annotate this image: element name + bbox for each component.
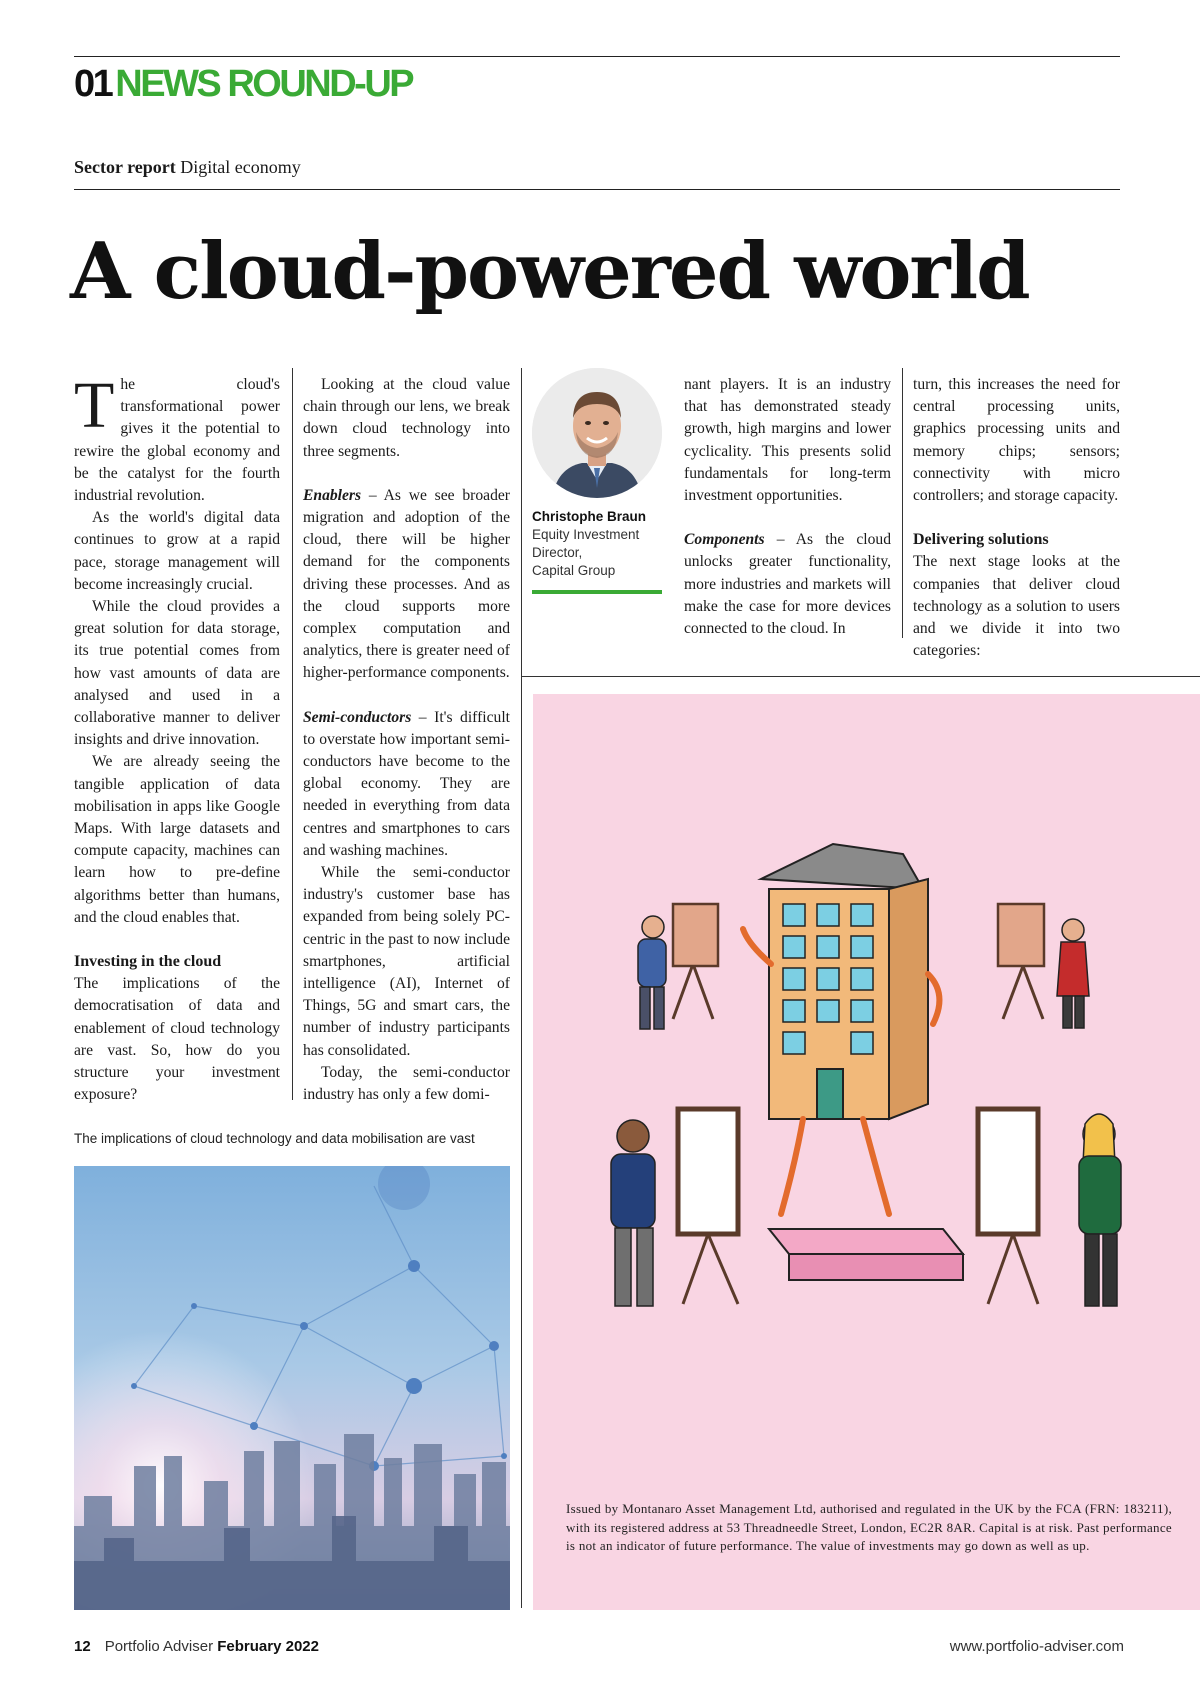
article-column-3 — [684, 374, 891, 640]
author-title: Director, — [532, 545, 583, 560]
column-divider — [902, 368, 903, 638]
issue-date: February 2022 — [217, 1638, 319, 1655]
building-window — [851, 936, 873, 958]
paragraph: As the world's digital data continues to grow at a rapid pace, storage management will become increasingly crucial. — [74, 509, 280, 593]
building-window — [783, 1032, 805, 1054]
paragraph: The implications of the democratisation of data and enablement of cloud technology are vast. So, how do you structure your investment exposure? — [74, 975, 280, 1104]
run-in-label: Enablers — [303, 486, 362, 504]
run-in-label: Semi-conductors — [303, 708, 412, 726]
drop-cap: T — [74, 369, 115, 442]
column-divider — [521, 368, 522, 1608]
paragraph: nant players. It is an industry that has demonstrated steady growth, high margins and lower cyclicality. This presents solid fundamentals for long-term investment opportunities. — [684, 376, 891, 505]
author-name: Christophe Braun — [532, 509, 647, 524]
building-window — [783, 936, 805, 958]
section-name: NEWS ROUND-UP — [115, 63, 413, 105]
paragraph: We are already seeing the tangible application of data mobilisation in apps like Google Maps. With large datasets and compute capacity, machines can learn how to pre-define algorithms better than humans, and the cloud enables that. — [74, 753, 280, 926]
paragraph: Semi-conductors – It's difficult to overstate how important semi-conductors have become to the global economy. They are needed in everything from data centres and smartphones to cars and washing machines. — [303, 708, 510, 859]
paragraph: The next stage looks at the companies that deliver cloud technology as a solution to users and we divide it into two categories: — [913, 553, 1120, 660]
sector-rule — [74, 189, 1120, 190]
advert-disclaimer: Issued by Montanaro Asset Management Ltd, authorised and regulated in the UK by the FCA (FRN: 183211), with its registered address at 53 Threadneedle Street, London, EC2R 8AR. Capital is at risk. Past performance is not an indicator of future performance. The value of investments may go down as well as up. — [566, 1501, 1172, 1553]
city-network-photo — [74, 1166, 510, 1610]
building-window — [851, 968, 873, 990]
building-window — [783, 904, 805, 926]
paragraph: Today, the semi-conductor industry has only a few domi- — [303, 1063, 510, 1104]
paragraph: Components – As the cloud unlocks greater functionality, more industries and markets will make the case for more devices connected to the cloud. In — [684, 531, 891, 638]
top-rule — [74, 56, 1120, 57]
building-window — [851, 904, 873, 926]
advert-panel — [533, 694, 1200, 1610]
run-in-label: Components — [684, 531, 765, 549]
publication-name: Portfolio Adviser — [104, 1638, 214, 1655]
subheading: Investing in the cloud — [74, 953, 222, 971]
headline: A cloud-powered world — [70, 226, 1029, 317]
article-column-1 — [74, 369, 280, 1107]
building-window — [817, 936, 839, 958]
author-portrait — [532, 368, 662, 498]
paragraph: While the semi-conductor industry's customer base has expanded from being solely PC-centric in the past to now include smartphones, artificial intelligence (AI), Internet of Things, 5G and smart cars, the number of industry participants has consolidated. — [303, 864, 510, 1059]
article-column-4 — [913, 374, 1120, 662]
paragraph: turn, this increases the need for central processing units, graphics processing units and memory chips; sensors; connectivity with micro controllers; and storage capacity. — [913, 376, 1120, 505]
building-window — [851, 1000, 873, 1022]
article-column-2 — [303, 374, 510, 1106]
article-end-rule — [521, 676, 1200, 677]
sector-line — [74, 157, 301, 178]
paragraph: The cloud's transformational power gives it the potential to rewire the global economy and be the catalyst for the fourth industrial revolution. — [74, 369, 280, 505]
paragraph: Enablers – As we see broader migration and adoption of the cloud, there will be higher demand for the components driving these processes. And as the cloud supports more complex computation and analytics, there is greater need of higher-performance components. — [303, 486, 510, 682]
column-divider — [292, 368, 293, 1100]
section-number: 01 — [74, 63, 112, 105]
building-window — [851, 1032, 873, 1054]
building-artists-illustration — [533, 694, 1200, 1610]
building-window — [783, 1000, 805, 1022]
section-label — [74, 64, 412, 104]
paragraph: While the cloud provides a great solution for data storage, its true potential comes from how vast amounts of data are analysed and used in a collaborative manner to deliver insights and drive innovation. — [74, 598, 280, 749]
building-window — [817, 968, 839, 990]
author-company: Capital Group — [532, 563, 616, 578]
author-byline — [532, 508, 662, 580]
sector-label: Sector report — [74, 157, 176, 177]
sector-topic: Digital economy — [180, 157, 301, 177]
author-title: Equity Investment — [532, 527, 640, 542]
footer-publication — [74, 1638, 319, 1655]
paragraph: Looking at the cloud value chain through our lens, we break down cloud technology into three segments. — [303, 376, 510, 460]
page-number: 12 — [74, 1638, 91, 1655]
author-accent-bar — [532, 590, 662, 594]
subheading: Delivering solutions — [913, 531, 1049, 549]
image-caption: The implications of cloud technology and data mobilisation are vast — [74, 1131, 475, 1146]
website-link[interactable]: www.portfolio-adviser.com — [949, 1638, 1124, 1655]
building-window — [783, 968, 805, 990]
building-window — [817, 904, 839, 926]
building-window — [817, 1000, 839, 1022]
